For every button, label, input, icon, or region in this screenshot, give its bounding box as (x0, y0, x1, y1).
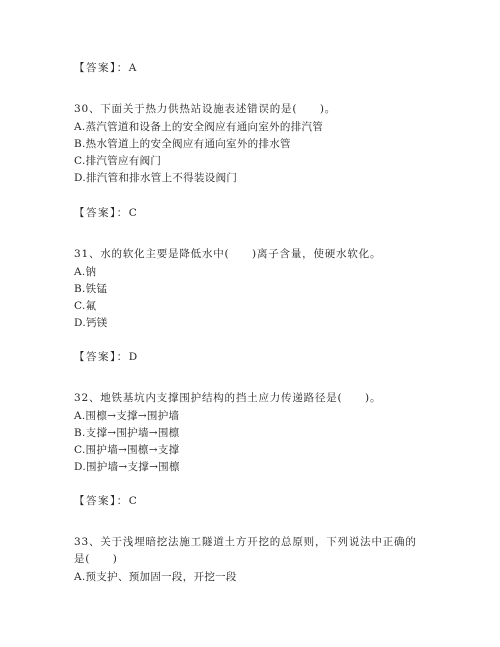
question-31: 31、水的软化主要是降低水中( )离子含量，使硬水软化。 (74, 248, 382, 260)
option-30-b: B.热水管道上的安全阀应有通向室外的排水管 (74, 138, 291, 150)
question-32: 32、地铁基坑内支撑围护结构的挡土应力传递路径是( )。 (74, 392, 382, 404)
option-32-d: D.围护墙→支撑→围檩 (74, 461, 180, 473)
answer-line-31: 【答案】：D (74, 351, 139, 363)
answer-line-29: 【答案】：A (74, 62, 138, 74)
question-33-line-2: 是( ) (74, 553, 118, 565)
question-33-line-1: 33、关于浅埋暗挖法施工隧道土方开挖的总原则，下列说法中正确的 (74, 536, 417, 548)
option-31-d: D.钙镁 (74, 317, 108, 329)
answer-line-30: 【答案】：C (74, 207, 139, 219)
option-31-c: C.氟 (74, 300, 97, 312)
option-30-c: C.排汽管应有阀门 (74, 155, 162, 167)
option-31-b: B.铁锰 (74, 283, 108, 295)
answer-line-32: 【答案】：C (74, 495, 139, 507)
option-32-a: A.围檩→支撑→围护墙 (74, 410, 180, 422)
option-30-a: A.蒸汽管道和设备上的安全阀应有通向室外的排汽管 (74, 121, 324, 133)
option-33-a: A.预支护、预加固一段，开挖一段 (74, 571, 237, 583)
option-31-a: A.钠 (74, 266, 97, 278)
option-32-c: C.围护墙→围檩→支撑 (74, 444, 180, 456)
option-32-b: B.支撑→围护墙→围檩 (74, 427, 180, 439)
question-30: 30、下面关于热力供热站设施表述错误的是( )。 (74, 103, 337, 115)
option-30-d: D.排汽管和排水管上不得装设阀门 (74, 172, 238, 184)
